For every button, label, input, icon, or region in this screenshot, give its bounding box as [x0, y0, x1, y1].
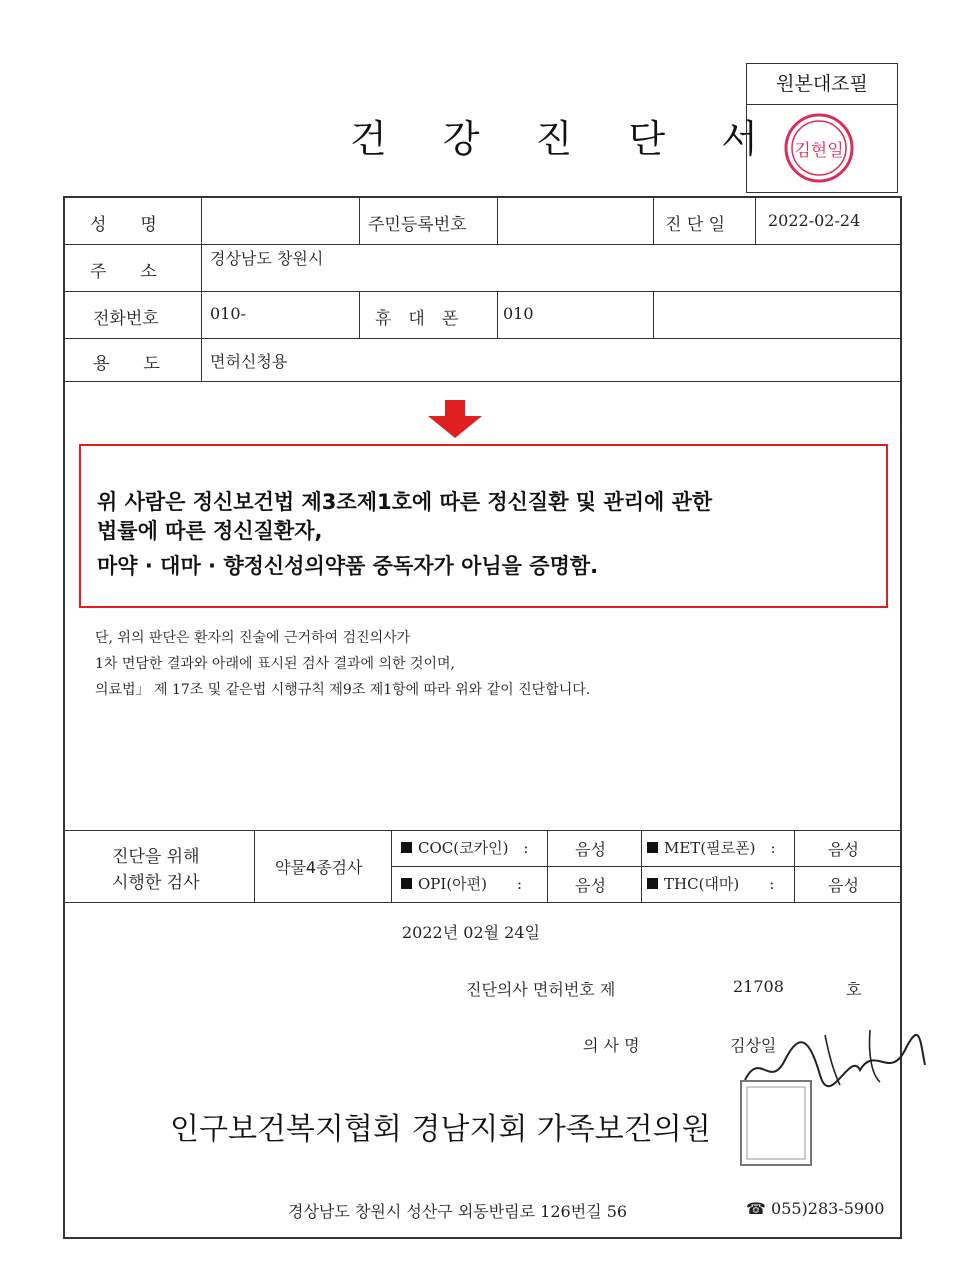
institution-name: 인구보건복지협회 경남지회 가족보건의원 [170, 1112, 711, 1147]
diagnosis-date-label: 진 단 일 [665, 215, 726, 235]
issue-date: 2022년 02월 24일 [402, 923, 540, 942]
doctor-name-value: 김상일 [730, 1036, 777, 1055]
phone-label: 전화번호 [93, 309, 159, 329]
name-label: 성 명 [90, 215, 157, 235]
tests-category: 약물4종검사 [275, 858, 363, 877]
rrn-label: 주민등록번호 [368, 215, 467, 235]
note-line-1: 단, 위의 판단은 환자의 진술에 근거하여 검진의사가 [95, 630, 411, 646]
stamp-seal-icon [747, 105, 897, 191]
test-result-opi: 음성 [575, 876, 606, 895]
tests-label-line-2: 시행한 검사 [112, 873, 200, 893]
tests-label-line-1: 진단을 위해 [112, 847, 200, 867]
note-line-3: 의료법」 제 17조 및 같은법 시행규칙 제9조 제1항에 따라 위와 같이 진단합니다. [95, 682, 591, 698]
statement-line-3: 마약 · 대마 · 향정신성의약품 중독자가 아님을 증명함. [97, 554, 599, 578]
test-result-met: 음성 [828, 840, 859, 859]
test-item-thc: THC(대마) : [647, 873, 774, 894]
license-label: 진단의사 면허번호 제 [466, 980, 616, 999]
test-item-met: MET(필로폰) : [647, 837, 776, 858]
mobile-label: 휴 대 폰 [375, 309, 459, 329]
test-item-coc: COC(코카인) : [401, 837, 528, 858]
test-result-coc: 음성 [575, 840, 606, 859]
doctor-name-label: 의 사 명 [583, 1036, 640, 1055]
institution-stamp-icon [738, 1078, 814, 1168]
checkbox-checked-icon [647, 842, 658, 853]
test-item-opi: OPI(아편) : [401, 873, 522, 894]
mobile-value: 010 [503, 304, 534, 323]
checkbox-checked-icon [647, 878, 658, 889]
license-suffix: 호 [846, 980, 862, 999]
statement-line-1: 위 사람은 정신보건법 제3조제1호에 따른 정신질환 및 관리에 관한 [97, 490, 713, 514]
original-verified-label: 원본대조필 [747, 64, 897, 105]
checkbox-checked-icon [401, 842, 412, 853]
test-result-thc: 음성 [828, 876, 859, 895]
stamp-text: 김현일 [794, 141, 844, 161]
statement-line-2: 법률에 따른 정신질환자, [97, 519, 323, 543]
phone-value: 010- [210, 304, 246, 323]
address-value: 경상남도 창원시 [210, 249, 324, 268]
purpose-value: 면허신청용 [210, 352, 288, 371]
statement-highlight-box [79, 444, 888, 608]
institution-phone: ☎ 055)283-5900 [746, 1199, 885, 1218]
license-number: 21708 [733, 977, 784, 996]
purpose-label: 용 도 [93, 354, 160, 374]
address-label: 주 소 [90, 262, 157, 282]
diagnosis-date-value: 2022-02-24 [768, 211, 861, 230]
original-verified-box [746, 63, 898, 193]
note-line-2: 1차 면담한 결과와 아래에 표시된 검사 결과에 의한 것이며, [95, 656, 456, 672]
document-title: 건 강 진 단 서 [350, 117, 780, 161]
institution-address: 경상남도 창원시 성산구 외동반림로 126번길 56 [288, 1202, 628, 1221]
down-arrow-icon [426, 400, 484, 440]
checkbox-checked-icon [401, 878, 412, 889]
